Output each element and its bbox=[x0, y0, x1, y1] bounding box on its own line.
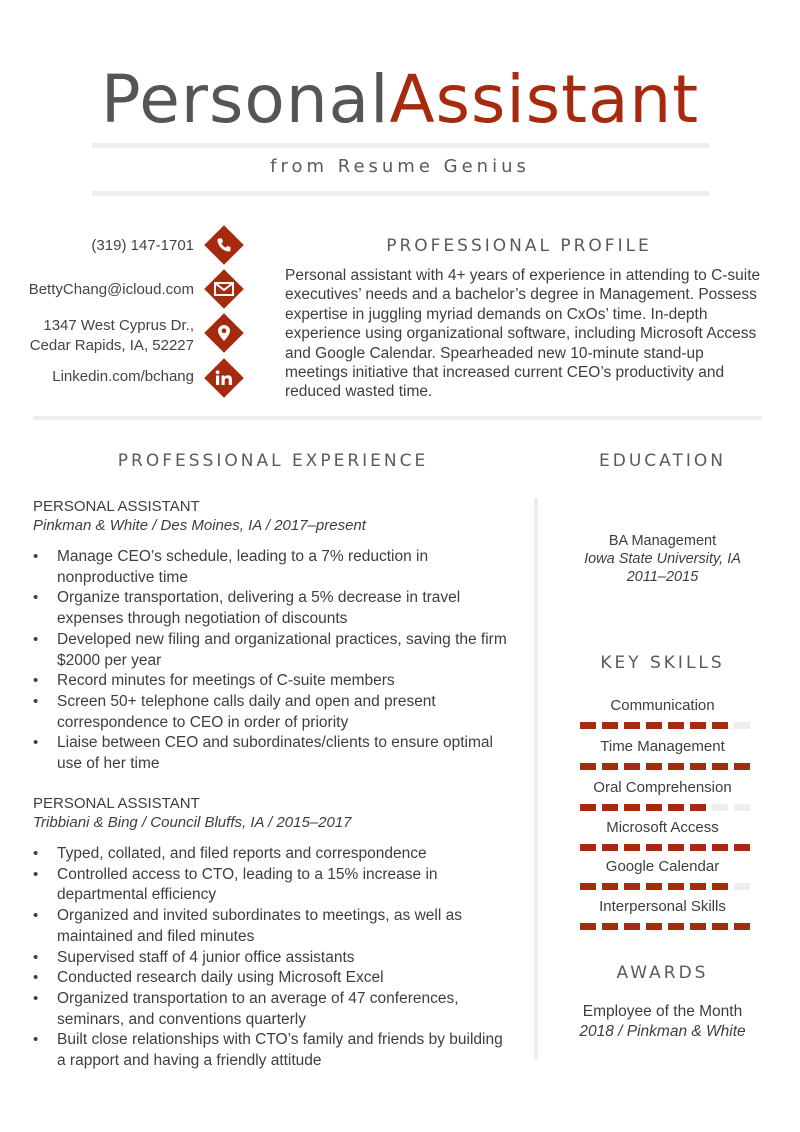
job-entry bbox=[33, 497, 513, 775]
contact-address bbox=[30, 316, 194, 356]
contact-address-line1: 1347 West Cyprus Dr., bbox=[43, 317, 194, 334]
job-company: Pinkman & White / Des Moines, IA / 2017–present bbox=[33, 517, 366, 534]
award-detail: 2018 / Pinkman & White bbox=[579, 1023, 746, 1040]
skill-segment-filled bbox=[580, 923, 596, 930]
skill-segment-empty bbox=[734, 883, 750, 890]
job-bullet: • Manage CEO’s schedule, leading to a 7% reduction in nonproductive time bbox=[33, 547, 513, 588]
job-bullet: • Organize transportation, delivering a 5% decrease in travel expenses through negotiation of discounts bbox=[33, 588, 513, 629]
skill-segment-filled bbox=[580, 883, 596, 890]
skill-level-bar bbox=[580, 923, 748, 930]
skill-name: Time Management bbox=[600, 738, 725, 755]
job-bullet: • Controlled access to CTO, leading to a 15% increase in departmental efficiency bbox=[33, 865, 513, 906]
skill-segment-filled bbox=[712, 883, 728, 890]
profile-summary: Personal assistant with 4+ years of experience in attending to C-suite executives’ needs and a bachelor’s degree in Management. Possess expertise in juggling myriad demands on CxOs’ time. In-depth experience using organizational software, including Microsoft Access and Google Calendar. Spearheaded new 10-minute stand-up meetings initiative that increased current CEO’s productivity and reduced wasted time. bbox=[285, 267, 761, 401]
job-bullet: • Supervised staff of 4 junior office assistants bbox=[33, 948, 513, 969]
skill-segment-filled bbox=[602, 883, 618, 890]
job-bullet: • Organized transportation to an average of 47 conferences, seminars, and conventions quarterly bbox=[33, 989, 513, 1030]
job-bullet: • Screen 50+ telephone calls daily and open and present correspondence to CEO in order of priority bbox=[33, 692, 513, 733]
phone-icon bbox=[206, 227, 242, 263]
skill-segment-filled bbox=[624, 804, 640, 811]
column-divider bbox=[534, 498, 538, 1060]
job-bullets bbox=[33, 547, 513, 775]
skill-segment-filled bbox=[646, 804, 662, 811]
job-title: PERSONAL ASSISTANT bbox=[33, 498, 200, 515]
location-pin-icon bbox=[206, 315, 242, 351]
skill-segment-filled bbox=[734, 923, 750, 930]
skill-segment-filled bbox=[646, 883, 662, 890]
skill-segment-filled bbox=[602, 844, 618, 851]
skill-level-bar bbox=[580, 844, 748, 851]
skill-level-bar bbox=[580, 722, 748, 729]
skill-segment-filled bbox=[602, 722, 618, 729]
skill-segment-filled bbox=[602, 804, 618, 811]
skill-segment-filled bbox=[668, 844, 684, 851]
header-divider-top bbox=[92, 143, 709, 148]
skill-name: Interpersonal Skills bbox=[599, 898, 726, 915]
skill-level-bar bbox=[580, 763, 748, 770]
skill-segment-filled bbox=[668, 804, 684, 811]
education-degree: BA Management bbox=[608, 533, 717, 549]
job-bullet: • Typed, collated, and filed reports and correspondence bbox=[33, 844, 513, 865]
skill-segment-empty bbox=[712, 804, 728, 811]
skill-segment-filled bbox=[624, 844, 640, 851]
education-years: 2011–2015 bbox=[626, 569, 699, 585]
profile-heading: PROFESSIONAL PROFILE bbox=[386, 236, 652, 256]
job-company: Tribbiani & Bing / Council Bluffs, IA / 2015–2017 bbox=[33, 814, 352, 831]
job-bullets bbox=[33, 844, 513, 1072]
job-bullet: • Developed new filing and organizational practices, saving the firm $2000 per year bbox=[33, 630, 513, 671]
skill-segment-filled bbox=[668, 883, 684, 890]
skill-segment-filled bbox=[712, 923, 728, 930]
education-heading: EDUCATION bbox=[599, 451, 726, 471]
section-divider bbox=[33, 416, 762, 420]
skill-segment-filled bbox=[624, 923, 640, 930]
skill-segment-filled bbox=[580, 722, 596, 729]
skill-segment-filled bbox=[712, 763, 728, 770]
resume-title bbox=[0, 62, 800, 138]
job-bullet: • Built close relationships with CTO’s family and friends by building a rapport and having a friendly attitude bbox=[33, 1030, 513, 1071]
header-divider-bottom bbox=[92, 191, 709, 196]
job-bullet: • Record minutes for meetings of C-suite members bbox=[33, 671, 513, 692]
skill-segment-filled bbox=[690, 923, 706, 930]
skill-segment-filled bbox=[580, 763, 596, 770]
skill-segment-filled bbox=[624, 763, 640, 770]
skill-segment-filled bbox=[712, 844, 728, 851]
skill-segment-filled bbox=[712, 722, 728, 729]
job-bullet: • Conducted research daily using Microsoft Excel bbox=[33, 968, 513, 989]
skill-segment-filled bbox=[646, 923, 662, 930]
job-bullet: • Liaise between CEO and subordinates/clients to ensure optimal use of her time bbox=[33, 733, 513, 774]
experience-heading: PROFESSIONAL EXPERIENCE bbox=[117, 451, 429, 471]
award-name: Employee of the Month bbox=[582, 1003, 743, 1020]
skill-segment-empty bbox=[734, 722, 750, 729]
skill-segment-filled bbox=[690, 883, 706, 890]
award-entry bbox=[555, 1002, 770, 1042]
title-part-personal: Personal bbox=[100, 61, 390, 138]
skill-name: Communication bbox=[610, 697, 715, 714]
envelope-icon bbox=[206, 271, 242, 307]
skill-segment-filled bbox=[690, 844, 706, 851]
skill-segment-filled bbox=[734, 763, 750, 770]
skill-segment-filled bbox=[646, 763, 662, 770]
education-entry bbox=[555, 532, 770, 586]
job-title: PERSONAL ASSISTANT bbox=[33, 795, 200, 812]
skill-segment-filled bbox=[668, 763, 684, 770]
skill-segment-filled bbox=[668, 722, 684, 729]
job-bullet: • Organized and invited subordinates to meetings, as well as maintained and filed minutes bbox=[33, 906, 513, 947]
skills-heading: KEY SKILLS bbox=[600, 653, 725, 673]
skill-segment-filled bbox=[624, 883, 640, 890]
title-part-assistant: Assistant bbox=[389, 61, 700, 138]
skill-segment-filled bbox=[624, 722, 640, 729]
skill-segment-filled bbox=[734, 844, 750, 851]
skill-segment-filled bbox=[602, 763, 618, 770]
skill-segment-filled bbox=[690, 722, 706, 729]
skill-segment-filled bbox=[646, 722, 662, 729]
skill-name: Oral Comprehension bbox=[593, 779, 732, 796]
skill-segment-filled bbox=[580, 844, 596, 851]
linkedin-icon[interactable] bbox=[206, 360, 242, 396]
skill-segment-filled bbox=[602, 923, 618, 930]
contact-email: BettyChang@icloud.com bbox=[28, 281, 194, 298]
skill-name: Google Calendar bbox=[605, 858, 720, 875]
skill-segment-filled bbox=[668, 923, 684, 930]
contact-phone: (319) 147-1701 bbox=[91, 237, 194, 254]
skill-name: Microsoft Access bbox=[606, 819, 719, 836]
contact-address-line2: Cedar Rapids, IA, 52227 bbox=[29, 337, 194, 354]
skill-segment-filled bbox=[690, 804, 706, 811]
awards-heading: AWARDS bbox=[616, 963, 709, 983]
education-school: Iowa State University, IA bbox=[584, 551, 741, 567]
skill-level-bar bbox=[580, 883, 748, 890]
skill-segment-filled bbox=[690, 763, 706, 770]
resume-subtitle: from Resume Genius bbox=[270, 156, 530, 177]
skill-level-bar bbox=[580, 804, 748, 811]
skill-segment-filled bbox=[580, 804, 596, 811]
contact-linkedin[interactable]: Linkedin.com/bchang bbox=[52, 368, 194, 385]
skill-segment-filled bbox=[646, 844, 662, 851]
skill-segment-empty bbox=[734, 804, 750, 811]
job-entry bbox=[33, 794, 513, 1072]
